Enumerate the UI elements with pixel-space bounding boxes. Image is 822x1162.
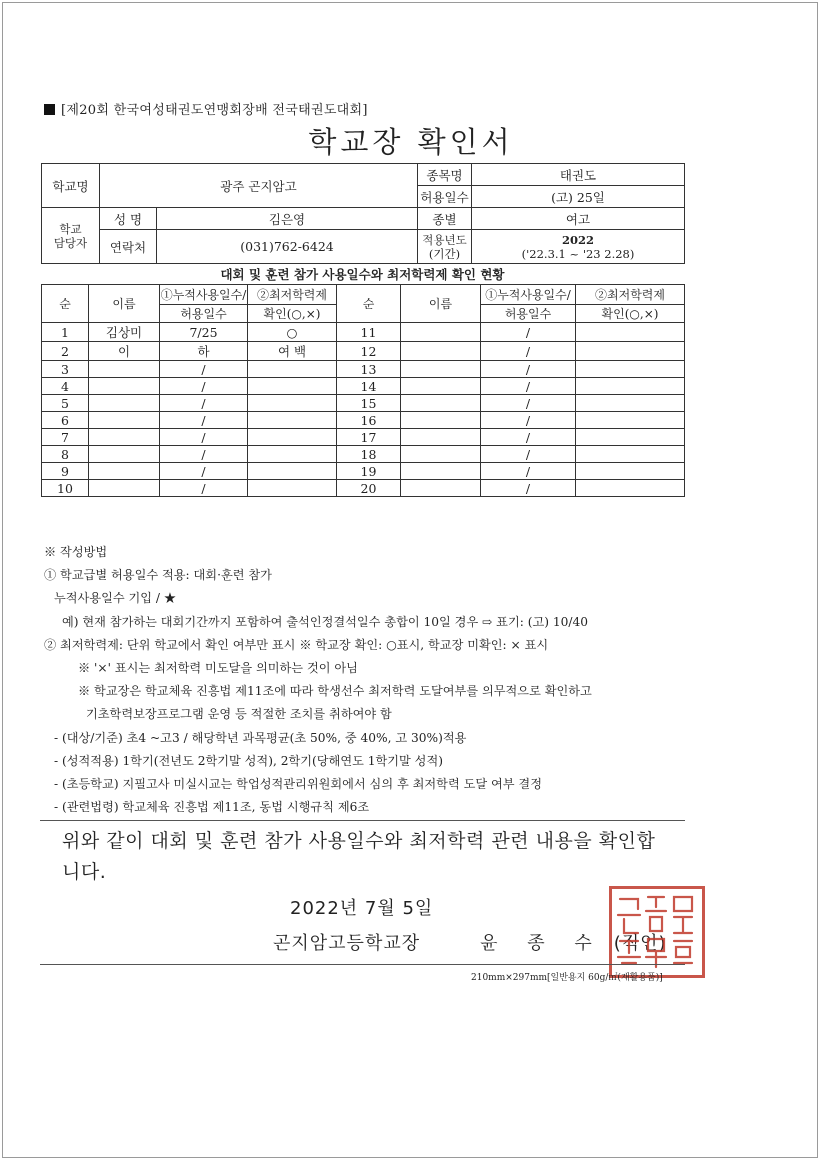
instruction-line: - (성적적용) 1학기(전년도 2학기말 성적), 2학기(당해연도 1학기말 성적)	[54, 753, 443, 768]
row-days-2: /	[481, 412, 576, 429]
row-no: 8	[42, 446, 89, 463]
row-academic-2	[576, 361, 685, 378]
table-row	[42, 412, 685, 429]
row-days: /	[160, 429, 248, 446]
period: ('22.3.1 ~ '23 2.28)	[521, 246, 635, 261]
row-days-2: /	[481, 446, 576, 463]
row-days-2: /	[481, 323, 576, 342]
row-no-2: 13	[337, 361, 401, 378]
divider-top	[40, 820, 685, 821]
row-name-2	[401, 361, 481, 378]
row-no: 4	[42, 378, 89, 395]
row-academic-2	[576, 446, 685, 463]
row-name-2	[401, 342, 481, 361]
row-name	[89, 378, 160, 395]
row-name	[89, 395, 160, 412]
row-academic-2	[576, 429, 685, 446]
allowed-days-value: (고) 25일	[472, 186, 685, 208]
row-name	[89, 463, 160, 480]
row-academic: 여 백	[248, 342, 337, 361]
row-no: 1	[42, 323, 89, 342]
principal-title: 곤지암고등학교장	[273, 933, 421, 954]
writing-instructions	[44, 541, 592, 819]
row-no: 7	[42, 429, 89, 446]
year-label-line-1: 적용년도	[422, 232, 467, 247]
row-days-2: /	[481, 463, 576, 480]
row-academic-2	[576, 395, 685, 412]
row-days-2: /	[481, 480, 576, 497]
status-table-title: 대회 및 훈련 참가 사용일수와 최저학력제 확인 현황	[220, 267, 505, 282]
table-row	[42, 342, 685, 361]
table-row	[42, 361, 685, 378]
row-name: 이	[89, 342, 160, 361]
row-no: 10	[42, 480, 89, 497]
row-no: 5	[42, 395, 89, 412]
row-academic-2	[576, 480, 685, 497]
manager-label-line-2: 담당자	[53, 235, 88, 250]
col-header-academic-2-line-2: 확인(○,×)	[576, 305, 685, 323]
manager-label-line-1: 학교	[59, 221, 82, 236]
year-label	[418, 230, 472, 264]
event-type-value: 태권도	[472, 164, 685, 186]
row-no-2: 14	[337, 378, 401, 395]
school-name-label: 학교명	[42, 164, 100, 208]
row-name-2	[401, 480, 481, 497]
row-no-2: 12	[337, 342, 401, 361]
table-row	[42, 395, 685, 412]
year-label-line-2: (기간)	[428, 246, 461, 261]
row-days-2: /	[481, 429, 576, 446]
row-name	[89, 480, 160, 497]
instruction-line: ※ 학교장은 학교체육 진흥법 제11조에 따라 학생선수 최저학력 도달여부를 의무적으로 확인하고	[78, 684, 592, 699]
status-table	[41, 284, 685, 497]
document-title: 학교장 확인서	[308, 125, 514, 159]
row-name	[89, 412, 160, 429]
row-academic	[248, 412, 337, 429]
year: 2022	[561, 232, 594, 247]
row-academic	[248, 429, 337, 446]
row-no: 2	[42, 342, 89, 361]
row-no: 9	[42, 463, 89, 480]
row-days: 하	[160, 342, 248, 361]
confirmation-line-2: 니다.	[62, 861, 107, 883]
seal-icon	[612, 889, 702, 975]
row-academic-2	[576, 463, 685, 480]
instruction-line: 기초학력보장프로그램 운영 등 적절한 조치를 취하여야 함	[86, 707, 392, 722]
event-header	[44, 99, 368, 118]
table-row	[42, 463, 685, 480]
instruction-line: - (초등학교) 지필고사 미실시교는 학업성적관리위원회에서 심의 후 최저학력 도달 여부 결정	[54, 777, 542, 792]
table-row	[42, 446, 685, 463]
col-header-academic-line-2: 확인(○,×)	[248, 305, 337, 323]
row-name	[89, 429, 160, 446]
paper-spec: 210mm×297mm[일반용지 60g/㎡(재활용품)]	[471, 973, 663, 983]
instruction-line: ※ '×' 표시는 최저학력 미도달을 의미하는 것이 아님	[78, 661, 358, 676]
row-academic	[248, 378, 337, 395]
row-name: 김상미	[89, 323, 160, 342]
square-bullet-icon	[44, 104, 55, 115]
row-days-2: /	[481, 395, 576, 412]
table-row	[42, 378, 685, 395]
seal-mark: (직인)	[613, 933, 667, 954]
allowed-days-label: 허용일수	[418, 186, 472, 208]
event-type-label: 종목명	[418, 164, 472, 186]
row-academic: ○	[248, 323, 337, 342]
category-value: 여고	[472, 208, 685, 230]
row-academic-2	[576, 412, 685, 429]
row-days-2: /	[481, 361, 576, 378]
instruction-line: ② 최저학력제: 단위 학교에서 확인 여부만 표시 ※ 학교장 확인: ○표시, 학교장 미확인: × 표시	[44, 637, 549, 652]
instruction-line: ① 학교급별 허용일수 적용: 대회·훈련 참가	[44, 568, 272, 583]
col-header-name: 이름	[89, 285, 160, 323]
principal-signature-line	[273, 929, 667, 955]
row-name-2	[401, 395, 481, 412]
col-header-no-2: 순	[337, 285, 401, 323]
manager-name-value: 김은영	[157, 208, 418, 230]
row-no: 3	[42, 361, 89, 378]
confirmation-statement	[62, 826, 655, 888]
row-days-2: /	[481, 342, 576, 361]
school-name-value: 광주 곤지암고	[100, 164, 418, 208]
row-academic	[248, 480, 337, 497]
row-name-2	[401, 429, 481, 446]
row-academic-2	[576, 323, 685, 342]
confirmation-line-1: 위와 같이 대회 및 훈련 참가 사용일수와 최저학력 관련 내용을 확인합	[62, 830, 656, 852]
row-academic-2	[576, 378, 685, 395]
col-header-no: 순	[42, 285, 89, 323]
row-academic	[248, 361, 337, 378]
row-days: /	[160, 361, 248, 378]
category-label: 종별	[418, 208, 472, 230]
row-days-2: /	[481, 378, 576, 395]
col-header-academic-line-1: ②최저학력제	[248, 285, 337, 305]
instruction-line: - (대상/기준) 초4 ~고3 / 해당학년 과목평균(초 50%, 중 40%, 고 30%)적용	[54, 730, 467, 745]
row-days: /	[160, 480, 248, 497]
divider-bottom	[40, 964, 685, 965]
confirmation-date: 2022년 7월 5일	[290, 898, 434, 919]
row-name-2	[401, 463, 481, 480]
row-days: /	[160, 395, 248, 412]
row-name-2	[401, 446, 481, 463]
instructions-title: ※ 작성방법	[44, 545, 108, 559]
instruction-line: 누적사용일수 기입 / ★	[54, 591, 177, 606]
principal-name: 윤 종 수	[480, 933, 604, 954]
row-days: /	[160, 378, 248, 395]
row-days: 7/25	[160, 323, 248, 342]
row-academic	[248, 446, 337, 463]
row-no-2: 16	[337, 412, 401, 429]
instruction-line: 예) 현재 참가하는 대회기간까지 포함하여 출석인정결석일수 총합이 10일 경우 ⇨ 표기: (고) 10/40	[62, 614, 588, 629]
col-header-days-line-1: ①누적사용일수/	[160, 285, 248, 305]
row-days: /	[160, 412, 248, 429]
year-value	[472, 230, 685, 264]
row-academic-2	[576, 342, 685, 361]
row-no-2: 11	[337, 323, 401, 342]
row-name-2	[401, 412, 481, 429]
manager-label	[42, 208, 100, 264]
table-row	[42, 429, 685, 446]
row-name-2	[401, 323, 481, 342]
table-row	[42, 480, 685, 497]
col-header-days-2-line-2: 허용일수	[481, 305, 576, 323]
contact-value: (031)762-6424	[157, 230, 418, 264]
row-no-2: 20	[337, 480, 401, 497]
col-header-days-2-line-1: ①누적사용일수/	[481, 285, 576, 305]
row-days: /	[160, 446, 248, 463]
row-no-2: 17	[337, 429, 401, 446]
col-header-academic-2-line-1: ②최저학력제	[576, 285, 685, 305]
row-no-2: 18	[337, 446, 401, 463]
school-info-table	[41, 163, 685, 264]
manager-name-label: 성 명	[100, 208, 157, 230]
row-days: /	[160, 463, 248, 480]
row-no-2: 19	[337, 463, 401, 480]
row-academic	[248, 395, 337, 412]
row-no-2: 15	[337, 395, 401, 412]
event-title: [제20회 한국여성태권도연맹회장배 전국태권도대회]	[61, 103, 368, 118]
row-name-2	[401, 378, 481, 395]
table-row	[42, 323, 685, 342]
contact-label: 연락처	[100, 230, 157, 264]
col-header-name-2: 이름	[401, 285, 481, 323]
col-header-days-line-2: 허용일수	[160, 305, 248, 323]
instruction-line: - (관련법령) 학교체육 진흥법 제11조, 동법 시행규칙 제6조	[54, 800, 370, 815]
row-name	[89, 446, 160, 463]
row-name	[89, 361, 160, 378]
row-academic	[248, 463, 337, 480]
row-no: 6	[42, 412, 89, 429]
